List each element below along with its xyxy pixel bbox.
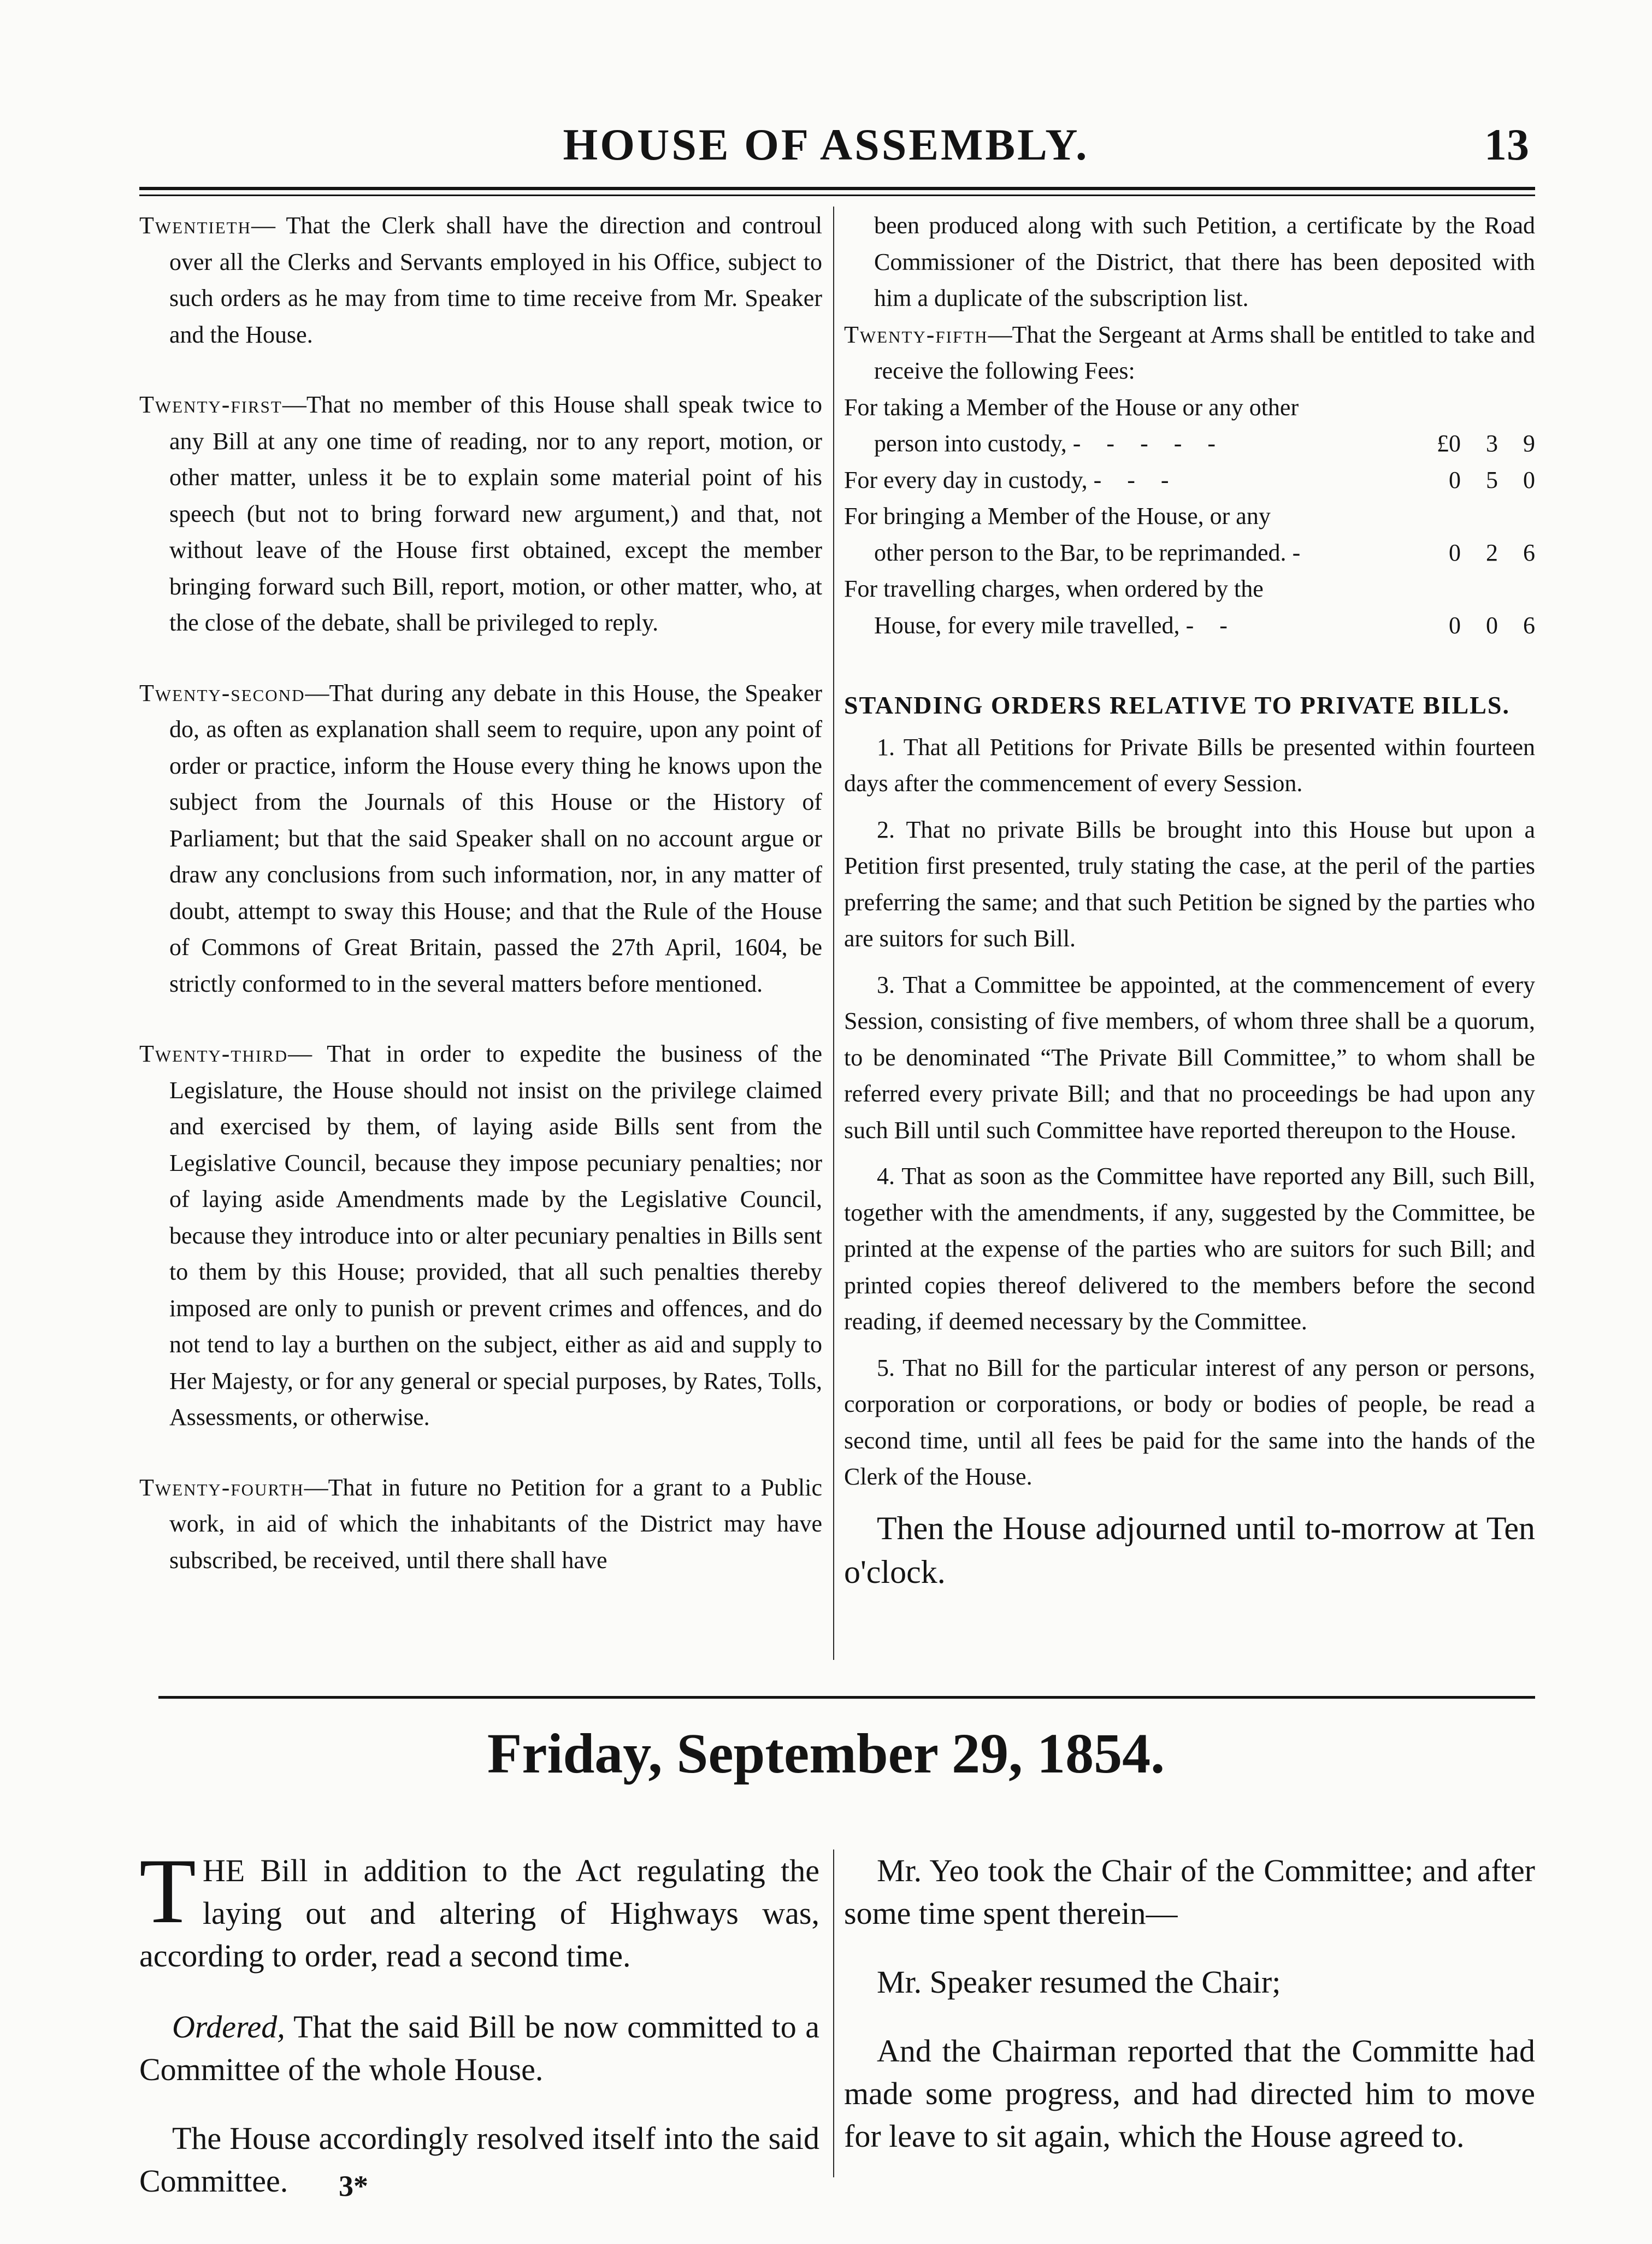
proceedings-paragraph: The House accordingly resolved itself into the said Committee. bbox=[139, 2121, 819, 2199]
date-heading: Friday, September 29, 1854. bbox=[487, 1722, 1165, 1785]
standing-order-item: 3. That a Committee be appointed, at the commencement of every Session, consisting of five members, of whom three shall be a quorum, to be denominated “The Private Bill Committee,” to whom shall be referred every private Bill; and that no proceedings be had upon any such Bill until such Committee have reported thereupon to the House. bbox=[844, 971, 1535, 1144]
fee-pounds: 0 bbox=[1449, 539, 1461, 566]
order-twenty-second bbox=[139, 675, 822, 1003]
fee-pence: 9 bbox=[1523, 430, 1535, 457]
leader-dots: - bbox=[1292, 539, 1311, 566]
order-text: — That in order to expedite the business of the Legislature, the House should not insist on the privilege claimed and exercised by them, of laying aside Bills sent from the Legislative Council, because they impose pecuniary penalties; nor of laying aside Amendments made by the Legislative Council, because they introduce into or alter pecuniary penalties in Bills sent to them by this House; provided, that all such penalties thereby imposed are only to punish or prevent crimes and offences, and do not tend to lay a burthen on the subject, either as aid and supply to Her Majesty, or for any general or special purposes, by Rates, Tolls, Assessments, or otherwise. bbox=[169, 1040, 822, 1430]
fee-row-daily bbox=[844, 462, 1535, 499]
page-number: 13 bbox=[1484, 120, 1529, 169]
proceedings-paragraph bbox=[139, 2006, 819, 2091]
standing-order-item: 1. That all Petitions for Private Bills be presented within fourteen days after the commencement of every Session. bbox=[844, 733, 1535, 797]
fee-pounds: 0 bbox=[1449, 466, 1461, 493]
fee-shillings: 2 bbox=[1486, 539, 1498, 566]
order-label: Twenty-second bbox=[139, 679, 305, 706]
fee-description: other person to the Bar, to be reprimanded. bbox=[874, 539, 1287, 566]
header-rule-thin bbox=[139, 195, 1535, 196]
section-rule bbox=[158, 1696, 1535, 1699]
fee-pounds: 0 bbox=[1449, 611, 1461, 639]
fee-description: For every day in custody, bbox=[844, 466, 1088, 493]
order-text: —That no member of this House shall speak twice to any Bill at any one time of reading, nor to any report, motion, or other matter, unless it be to explain some material point of his speech (but not to bring forward new argument,) and that, not without leave of the House first obtained, except the member bringing forward such Bill, report, motion, or other matter, who, at the close of the debate, shall be privileged to reply. bbox=[169, 391, 822, 636]
leader-dots: - - bbox=[1185, 611, 1237, 639]
fees-table bbox=[844, 390, 1535, 644]
leader-dots: - - - bbox=[1093, 466, 1179, 493]
right-column bbox=[844, 208, 1535, 1594]
fee-pounds: £0 bbox=[1437, 430, 1461, 457]
paragraph-text: That the said Bill be now committed to a Committee of the whole House. bbox=[139, 2009, 819, 2087]
ordered-label: Ordered, bbox=[172, 2009, 285, 2045]
fee-row-travel-line1 bbox=[844, 571, 1535, 608]
proceedings-right-column bbox=[844, 1850, 1535, 2184]
left-column bbox=[139, 208, 822, 1579]
order-text: — That the Clerk shall have the direction and controul over all the Clerks and Servants employed in his Office, subject to such orders as he may from time to time receive from Mr. Speaker and the House. bbox=[169, 212, 822, 348]
fee-row-custody bbox=[844, 426, 1535, 462]
order-twenty-fifth bbox=[844, 317, 1535, 390]
fee-description: For taking a Member of the House or any other bbox=[844, 393, 1299, 421]
drop-cap: T bbox=[139, 1840, 196, 1942]
proceedings-left-column bbox=[139, 1840, 819, 2229]
standing-order-item: 4. That as soon as the Committee have reported any Bill, such Bill, together with the amendments, if any, suggested by the Committee, be printed at the expense of the parties who are suitors for such Bill; and printed copies thereof delivered to the members before the second reading, if deemed necessary by the Committee. bbox=[844, 1163, 1535, 1335]
fee-shillings: 5 bbox=[1486, 466, 1498, 493]
fee-row-bar bbox=[844, 535, 1535, 572]
order-label: Twentieth bbox=[139, 212, 251, 239]
fee-shillings: 0 bbox=[1486, 611, 1498, 639]
fee-description: House, for every mile travelled, bbox=[874, 611, 1180, 639]
order-text: —That in future no Petition for a grant to a Public work, in aid of which the inhabitants of the District may have subscribed, be received, until there shall have bbox=[169, 1474, 822, 1574]
adjournment-notice: Then the House adjourned until to-morrow at Ten o'clock. bbox=[844, 1510, 1535, 1590]
fee-description: For travelling charges, when ordered by the bbox=[844, 575, 1264, 602]
proceedings-paragraph: Mr. Yeo took the Chair of the Committee; and after some time spent therein— bbox=[844, 1853, 1535, 1931]
order-label: Twenty-first bbox=[139, 391, 282, 418]
fee-description: person into custody, bbox=[874, 430, 1067, 457]
order-twenty-fourth-continued: been produced along with such Petition, a certificate by the Road Commissioner of the District, that there has been deposited with him a duplicate of the subscription list. bbox=[874, 212, 1535, 311]
order-text: —That the Sergeant at Arms shall be entitled to take and receive the following Fees: bbox=[874, 321, 1535, 384]
fee-description: For bringing a Member of the House, or any bbox=[844, 503, 1271, 529]
paragraph-text: HE Bill in addition to the Act regulating the laying out and altering of Highways was, according to order, read a second time. bbox=[139, 1853, 819, 1974]
fee-pence: 6 bbox=[1523, 539, 1535, 566]
proceedings-paragraph bbox=[139, 1840, 819, 1977]
running-title: HOUSE OF ASSEMBLY. bbox=[563, 120, 1089, 169]
fee-pence: 0 bbox=[1523, 466, 1535, 493]
standing-order-item: 2. That no private Bills be brought into this House but upon a Petition first presented, truly stating the case, at the peril of the parties preferring the same; and that such Petition be signed by the parties who are suitors for such Bill. bbox=[844, 816, 1535, 952]
leader-dots: - - - - - bbox=[1072, 430, 1226, 457]
fee-row-custody-line1 bbox=[844, 390, 1535, 426]
order-label: Twenty-fourth bbox=[139, 1474, 304, 1501]
order-twentieth bbox=[139, 208, 822, 353]
fee-row-travel bbox=[844, 608, 1535, 644]
column-divider bbox=[833, 207, 834, 1660]
order-label: Twenty-third bbox=[139, 1040, 288, 1067]
column-divider bbox=[833, 1850, 834, 2177]
fee-pence: 6 bbox=[1523, 611, 1535, 639]
proceedings-paragraph: And the Chairman reported that the Committe had made some progress, and had directed him to move for leave to sit again, which the House agreed to. bbox=[844, 2033, 1535, 2154]
header-rule bbox=[139, 187, 1535, 190]
standing-order-item: 5. That no Bill for the particular interest of any person or persons, corporation or corporations, or body or bodies of people, be read a second time, until all fees be paid for the same into the hands of the Clerk of the House. bbox=[844, 1354, 1535, 1490]
fee-row-bar-line1 bbox=[844, 498, 1535, 535]
order-twenty-first bbox=[139, 387, 822, 641]
order-twenty-fourth bbox=[139, 1470, 822, 1579]
signature-mark: 3* bbox=[339, 2170, 368, 2202]
fee-shillings: 3 bbox=[1486, 430, 1498, 457]
order-label: Twenty-fifth bbox=[844, 321, 988, 348]
proceedings-paragraph: Mr. Speaker resumed the Chair; bbox=[877, 1964, 1281, 2000]
order-twenty-third bbox=[139, 1036, 822, 1436]
standing-orders-heading: STANDING ORDERS RELATIVE TO PRIVATE BILLS. bbox=[844, 691, 1510, 719]
order-text: —That during any debate in this House, the Speaker do, as often as explanation shall seem to require, upon any point of order or practice, inform the House every thing he knows upon the subject from the Journals of this House or the History of Parliament; but that the said Speaker shall on no account argue or draw any conclusions from such information, nor, in any matter of doubt, attempt to sway this House; and that the Rule of the House of Commons of Great Britain, passed the 27th April, 1604, be strictly conformed to in the several matters before mentioned. bbox=[169, 679, 822, 997]
